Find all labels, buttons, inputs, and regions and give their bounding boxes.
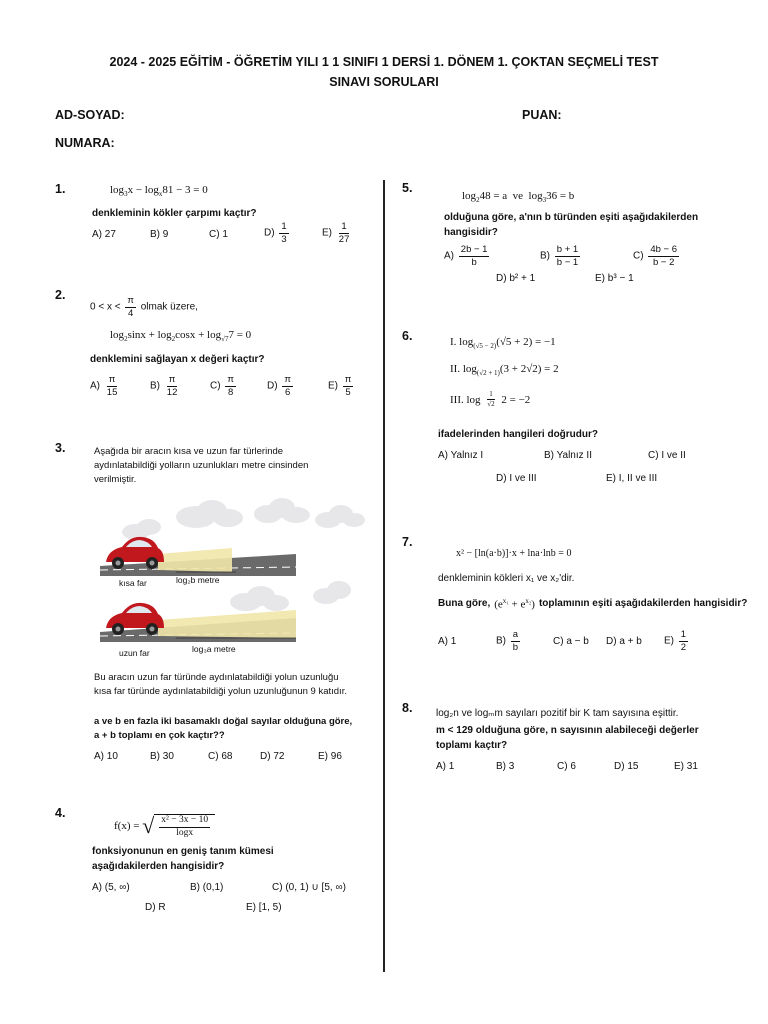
question-5-option-e[interactable]: E) b³ − 1: [595, 273, 634, 284]
question-1-equation: $\log_3x - \log_x81 - 3 = 0$: [110, 184, 208, 199]
question-5-option-c[interactable]: C) $\frac{4b - 6}{b - 2}$: [633, 244, 678, 268]
question-6-option-a[interactable]: A) Yalnız I: [438, 450, 484, 461]
question-8-option-e[interactable]: E) 31: [674, 761, 698, 772]
question-5-option-d[interactable]: D) b² + 1: [496, 273, 536, 284]
question-1-text: denkleminin kökler çarpımı kaçtır?: [92, 208, 257, 219]
question-8-option-c[interactable]: C) 6: [557, 761, 576, 772]
question-6-statement-2: II. $\log_{(√2 + 1)}(3 + 2√2) = 2$: [450, 363, 559, 378]
question-3-intro: Aşağıda bir aracın kısa ve uzun far türlerinde aydınlatabildiği yolların uzunlukları metre cinsinden verilmiştir.: [94, 446, 309, 485]
question-2-option-c[interactable]: C) $\frac{\pi}{8}$: [210, 374, 234, 398]
question-1-option-e[interactable]: E) $\frac{1}{27}$: [322, 221, 350, 245]
question-4-option-c[interactable]: C) (0, 1) ∪ [5, ∞): [272, 882, 346, 893]
question-1-option-c[interactable]: C) 1: [209, 229, 228, 240]
question-7-option-d[interactable]: D) a + b: [606, 636, 642, 647]
question-7-option-c[interactable]: C) a − b: [553, 636, 589, 647]
question-4-number: 4.: [55, 806, 66, 820]
question-2-condition: 0 < x < $\frac{\pi}{4}$ olmak üzere,: [90, 295, 198, 319]
question-6-number: 6.: [402, 329, 413, 343]
question-6-text: ifadelerinden hangileri doğrudur?: [438, 429, 599, 440]
label-short-beam: kısa far: [119, 578, 147, 588]
question-2-equation: $\log_2\sin x + \log_2\cos x + \log_{√7}7 = 0$: [110, 329, 252, 344]
question-7-option-a[interactable]: A) 1: [438, 636, 457, 647]
exam-title-line1: 2024 - 2025 EĞİTİM - ÖĞRETİM YILI 1 1 SINIFI 1 DERSİ 1. DÖNEM 1. ÇOKTAN SEÇMELİ TEST: [109, 55, 659, 69]
question-3-option-b[interactable]: B) 30: [150, 751, 174, 762]
question-2-number: 2.: [55, 288, 66, 302]
question-6-statement-1: I. $\log_{(√5 - 2)}(√5 + 2) = -1$: [450, 336, 556, 351]
question-1-number: 1.: [55, 182, 66, 196]
label-short-length: log₂b metre: [176, 575, 220, 585]
question-2-option-e[interactable]: E) $\frac{\pi}{5}$: [328, 374, 352, 398]
question-2-option-a[interactable]: A) $\frac{\pi}{15}$: [90, 374, 118, 398]
question-3-option-e[interactable]: E) 96: [318, 751, 342, 762]
question-7-number: 7.: [402, 535, 413, 549]
question-3-number: 3.: [55, 441, 66, 455]
question-7-roots: denkleminin kökleri x₁ ve x₂'dir.: [438, 573, 575, 584]
question-5-equation: $\log_248 = a$ ve $\log_336 = b$: [462, 190, 575, 205]
question-3-option-d[interactable]: D) 72: [260, 751, 285, 762]
question-3-option-c[interactable]: C) 68: [208, 751, 233, 762]
question-6-statement-3: III. log $\frac{1}{√2}$ 2 = −2: [450, 390, 531, 408]
question-4-option-e[interactable]: E) [1, 5): [246, 902, 282, 913]
question-1-option-d[interactable]: D) $\frac{1}{3}$: [264, 221, 287, 245]
question-1-option-b[interactable]: B) 9: [150, 229, 169, 240]
question-5-text: olduğuna göre, a'nın b türünden eşiti aşağıdakilerden hangisidir?: [444, 212, 699, 238]
name-label: AD-SOYAD:: [55, 108, 125, 122]
question-3-option-a[interactable]: A) 10: [94, 751, 118, 762]
score-label: PUAN:: [522, 108, 562, 122]
question-4-option-a[interactable]: A) (5, ∞): [92, 882, 130, 893]
question-7-expression-row: [438, 594, 747, 613]
question-8-number: 8.: [402, 701, 413, 715]
question-1-option-a[interactable]: A) 27: [92, 229, 116, 240]
question-7-option-e[interactable]: E) $\frac{1}{2}$: [664, 629, 687, 653]
question-2-option-d[interactable]: D) $\frac{\pi}{6}$: [267, 374, 291, 398]
question-5-option-b[interactable]: B) $\frac{b + 1}{b - 1}$: [540, 244, 579, 268]
question-6-option-c[interactable]: C) I ve II: [648, 450, 686, 461]
question-5-number: 5.: [402, 181, 413, 195]
question-7-option-b[interactable]: B) $\frac{a}{b}$: [496, 629, 519, 653]
question-8-line1: log₂n ve logₘm sayıları pozitif bir K tam sayısına eşittir.: [436, 708, 679, 719]
question-4-option-b[interactable]: B) (0,1): [190, 882, 224, 893]
question-6-option-d[interactable]: D) I ve III: [496, 473, 537, 484]
question-3-question: a ve b en fazla iki basamaklı doğal sayılar olduğuna göre, a + b toplamı en çok kaçtır??: [94, 716, 353, 741]
question-8-text: m < 129 olduğuna göre, n sayısının alabileceği değerler toplamı kaçtır?: [436, 725, 699, 751]
question-8-option-b[interactable]: B) 3: [496, 761, 515, 772]
number-label: NUMARA:: [55, 136, 115, 150]
question-8-option-d[interactable]: D) 15: [614, 761, 639, 772]
question-5-option-a[interactable]: A) $\frac{2b - 1}{b}$: [444, 244, 488, 268]
beam-long: [158, 610, 296, 638]
question-4-text: fonksiyonunun en geniş tanım kümesi aşağıdakilerden hangisidir?: [92, 846, 274, 872]
question-7-equation: x² − [ln(a·b)]·x + lna·lnb = 0: [456, 548, 572, 559]
label-long-beam: uzun far: [119, 648, 150, 658]
question-7-text-pre: Buna göre,: [438, 597, 491, 609]
question-4-option-d[interactable]: D) R: [145, 902, 166, 913]
question-8-option-a[interactable]: A) 1: [436, 761, 455, 772]
question-4-equation: f(x) = √ $\frac{\text{x² − 3x − 10}}{\log x}$: [114, 814, 215, 838]
question-7-text-post: toplamının eşiti aşağıdakilerden hangisidir?: [538, 597, 748, 609]
label-long-length: log₃a metre: [192, 644, 236, 654]
question-6-option-b[interactable]: B) Yalnız II: [544, 450, 592, 461]
beam-short: [158, 548, 232, 572]
question-3-body: Bu aracın uzun far türünde aydınlatabildiği yolun uzunluğu kısa far türünde aydınlatabildiği yolun uzunluğunun 9 katıdır.: [94, 672, 347, 697]
column-divider: [383, 180, 385, 972]
exam-title-line2: SINAVI SORULARI: [329, 75, 439, 89]
question-2-option-b[interactable]: B) $\frac{\pi}{12}$: [150, 374, 178, 398]
question-2-text: denklemini sağlayan x değeri kaçtır?: [90, 354, 265, 365]
question-7-expression: $(e^{x_1} + e^{x_2})$: [494, 597, 535, 611]
question-6-option-e[interactable]: E) I, II ve III: [606, 473, 658, 484]
